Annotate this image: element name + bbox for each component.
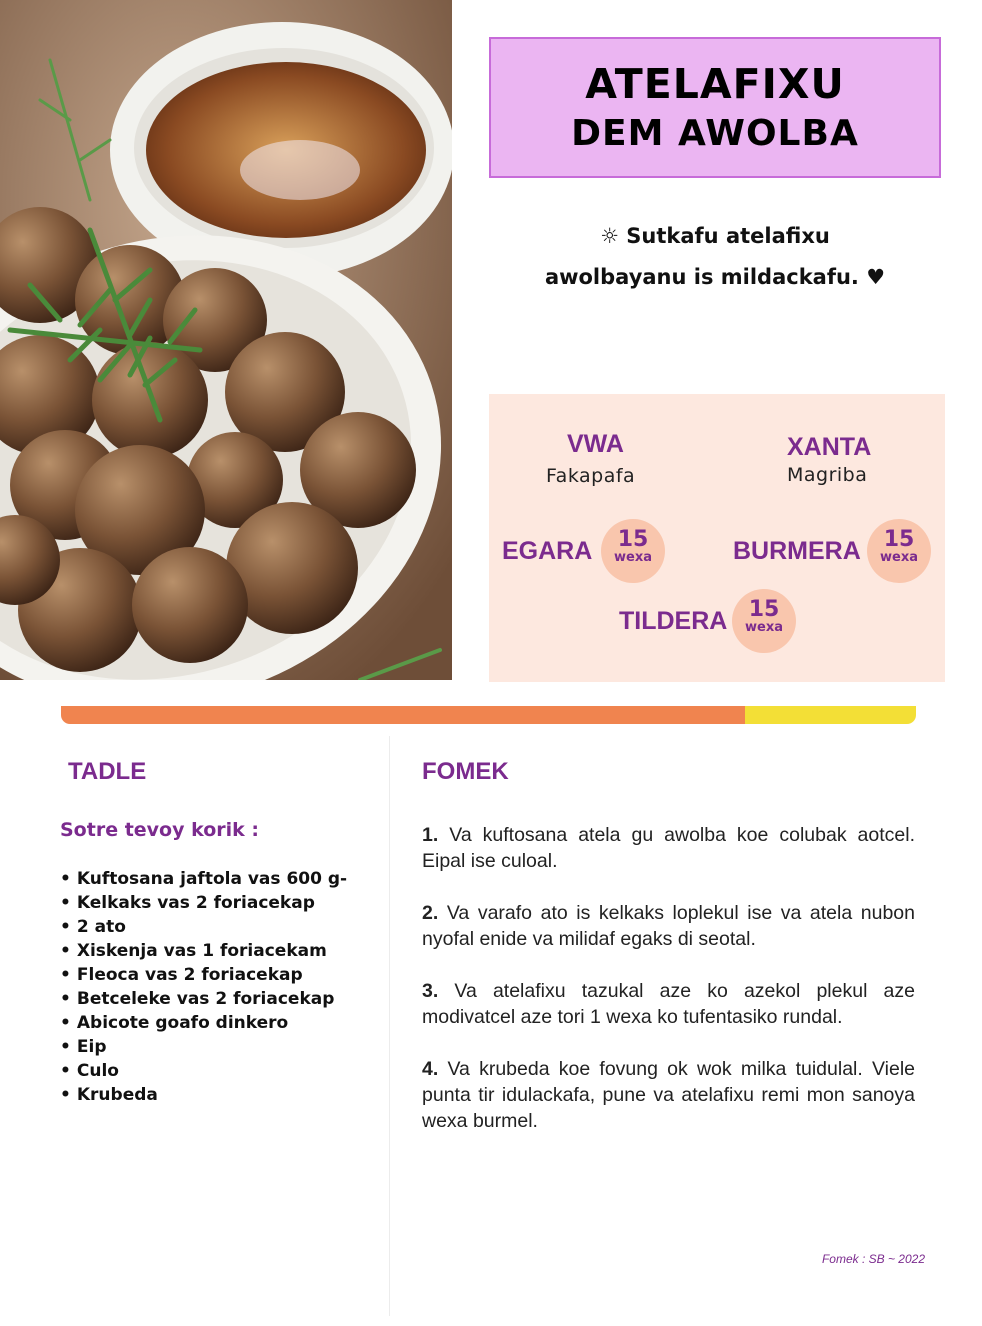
step-number: 2. [422,902,439,924]
step-text: Va varafo ato is kelkaks loplekul ise va atela nubon nyofal enide va milidaf egaks di seotal. [422,902,915,950]
cook-time-unit: wexa [880,550,918,565]
servings-label: VWA [567,430,624,458]
step-number: 1. [422,824,439,846]
method-steps [422,822,915,1160]
rest-time-label: TILDERA [619,607,728,635]
prep-time-label: EGARA [502,537,593,565]
intro-line1: ☼ Sutkafu atelafixu [600,224,830,248]
prep-time-badge [601,519,665,583]
cook-time-label: BURMERA [733,537,861,565]
difficulty-value: Magriba [787,464,868,486]
ingredient-item: • Xiskenja vas 1 foriacekam [60,939,347,963]
recipe-intro [489,216,941,298]
method-step [422,978,915,1030]
column-divider [389,736,390,1316]
recipe-title-box [489,37,941,178]
cook-time-badge [867,519,931,583]
method-heading: FOMEK [422,758,509,785]
ingredient-item: • Krubeda [60,1083,347,1107]
decorative-color-bar [61,706,916,724]
bar-orange-segment [61,706,745,724]
recipe-title-line1: ATELAFIXU [585,60,845,109]
recipe-credit: Fomek : SB ~ 2022 [821,1252,925,1266]
ingredient-item: • Kelkaks vas 2 foriacekap [60,891,347,915]
difficulty-label: XANTA [787,433,872,461]
ingredient-item: • Culo [60,1059,347,1083]
step-number: 4. [422,1058,439,1080]
rest-time-badge [732,589,796,653]
meatballs-illustration [0,0,452,680]
step-text: Va krubeda koe fovung ok wok milka tuidulal. Viele punta tir idulackafa, pune va atelafixu remi mon sanoya wexa burmel. [422,1058,916,1132]
recipe-info-panel [489,394,945,682]
step-number: 3. [422,980,439,1002]
ingredient-item: • Fleoca vas 2 foriacekap [60,963,347,987]
method-step [422,900,915,952]
intro-line2: awolbayanu is mildackafu. ♥ [544,265,886,289]
prep-time-unit: wexa [614,550,652,565]
prep-time-number: 15 [617,527,649,552]
bar-yellow-segment [745,706,916,724]
ingredient-item: • Betceleke vas 2 foriacekap [60,987,347,1011]
rest-time-unit: wexa [745,620,783,635]
ingredient-item: • 2 ato [60,915,347,939]
step-text: Va kuftosana atela gu awolba koe colubak aotcel. Eipal ise culoal. [422,824,916,872]
method-step [422,1056,915,1134]
ingredient-item: • Kuftosana jaftola vas 600 g- [60,867,347,891]
ingredients-list [60,867,347,1107]
cook-time-number: 15 [883,527,915,552]
step-text: Va atelafixu tazukal aze ko azekol plekul aze modivatcel aze tori 1 wexa ko tufentasiko rundal. [422,980,915,1028]
rest-time-number: 15 [748,597,780,622]
ingredient-item: • Eip [60,1035,347,1059]
ingredients-subheading: Sotre tevoy korik : [60,819,260,841]
meatballs-photo [0,0,452,680]
ingredient-item: • Abicote goafo dinkero [60,1011,347,1035]
ingredients-heading: TADLE [68,758,147,785]
method-step [422,822,915,874]
servings-value: Fakapafa [546,465,636,487]
recipe-title-line2: DEM AWOLBA [571,112,859,154]
